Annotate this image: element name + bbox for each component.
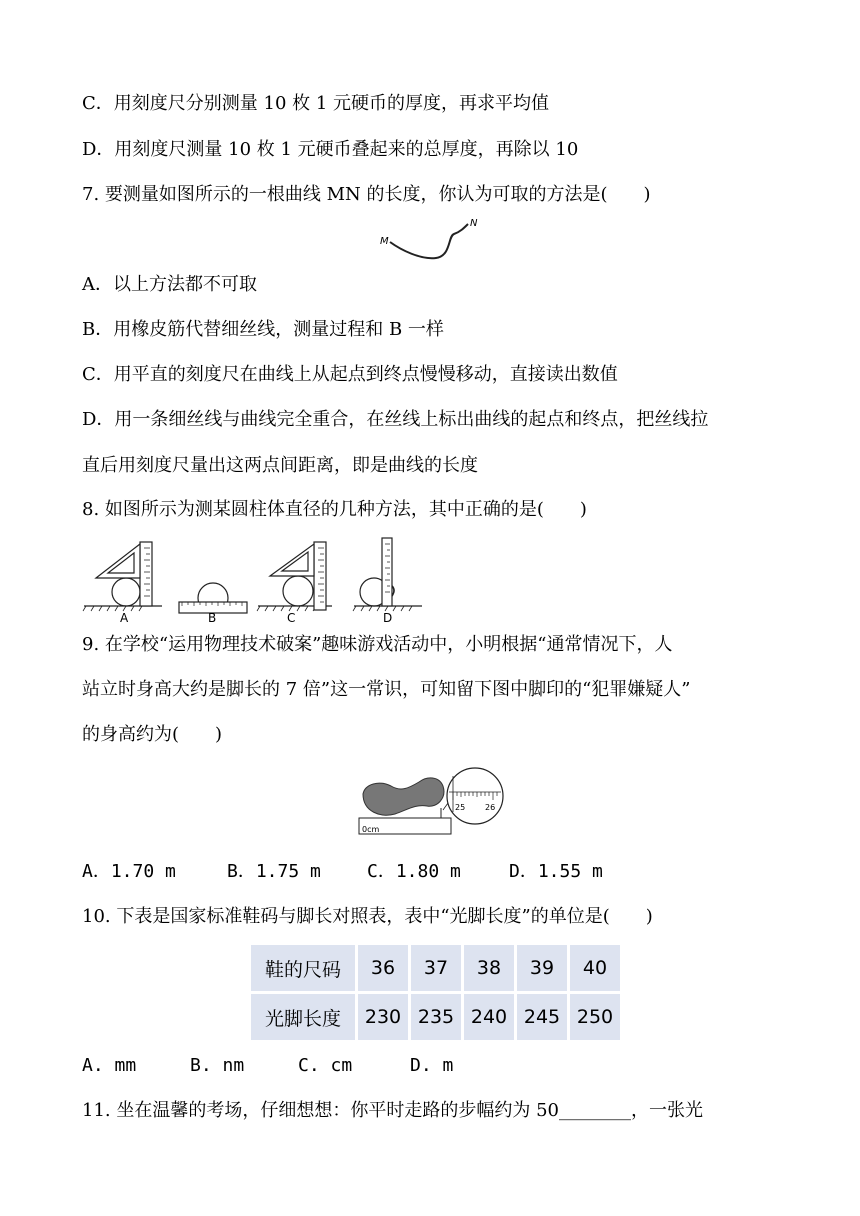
method-b-figure	[179, 583, 247, 613]
table-cell: 250	[570, 994, 620, 1040]
table-cell: 245	[517, 994, 567, 1040]
q7-option-d-line1: D．用一条细丝线与曲线完全重合，在丝线上标出曲线的起点和终点，把丝线拉	[82, 409, 709, 430]
q11-stem: 11. 坐在温馨的考场，仔细想想：你平时走路的步幅约为 50________，一张光	[82, 1100, 703, 1121]
q9-stem-line1: 9. 在学校“运用物理技术破案”趣味游戏活动中，小明根据“通常情况下，人	[82, 634, 673, 655]
label-a: A	[120, 611, 129, 625]
row-header-shoe-size: 鞋的尺码	[251, 945, 355, 991]
table-cell: 40	[570, 945, 620, 991]
table-cell: 230	[358, 994, 408, 1040]
q9-stem-line2: 站立时身高大约是脚长的 7 倍”这一常识，可知留下图中脚印的“犯罪嫌疑人”	[82, 679, 691, 700]
label-c: C	[287, 611, 296, 625]
q8-stem: 8. 如图所示为测某圆柱体直径的几种方法，其中正确的是( )	[82, 499, 587, 520]
q10-option-d: D. m	[410, 1055, 454, 1076]
q7-curve-figure	[376, 214, 486, 266]
tick-26: 26	[485, 803, 496, 812]
q7-option-c: C．用平直的刻度尺在曲线上从起点到终点慢慢移动，直接读出数值	[82, 364, 618, 385]
q10-option-c: C. cm	[298, 1055, 353, 1076]
method-a-figure	[83, 542, 162, 611]
table-cell: 38	[464, 945, 514, 991]
q9-option-c: C．1.80 m	[367, 861, 461, 882]
q6-option-c: C．用刻度尺分别测量 10 枚 1 元硬币的厚度，再求平均值	[82, 93, 550, 114]
table-cell: 240	[464, 994, 514, 1040]
q9-option-d: D．1.55 m	[509, 861, 603, 882]
method-c-figure	[257, 542, 332, 611]
q9-option-b: B．1.75 m	[227, 861, 321, 882]
q9-option-a: A．1.70 m	[82, 861, 176, 882]
q7-option-d-line2: 直后用刻度尺量出这两点间距离，即是曲线的长度	[82, 455, 478, 476]
q6-option-d: D．用刻度尺测量 10 枚 1 元硬币叠起来的总厚度，再除以 10	[82, 139, 579, 160]
row-header-foot-length: 光脚长度	[251, 994, 355, 1040]
table-cell: 235	[411, 994, 461, 1040]
shoe-size-table	[248, 942, 623, 1043]
q7-stem: 7. 要测量如图所示的一根曲线 MN 的长度，你认为可取的方法是( )	[82, 184, 651, 205]
table-cell: 39	[517, 945, 567, 991]
label-n: N	[470, 218, 478, 229]
method-d-figure	[353, 538, 422, 611]
ruler-zero-label: 0cm	[362, 825, 380, 834]
q8-methods-figure	[82, 536, 427, 626]
table-row	[251, 945, 620, 991]
label-m: M	[380, 236, 389, 247]
q10-stem: 10. 下表是国家标准鞋码与脚长对照表，表中“光脚长度”的单位是( )	[82, 906, 653, 927]
table-row	[251, 994, 620, 1040]
q10-options	[82, 1054, 453, 1078]
q10-option-a: A. mm	[82, 1055, 137, 1076]
q9-footprint-figure	[357, 766, 507, 838]
q7-option-a: A．以上方法都不可取	[82, 274, 257, 295]
q10-option-b: B. nm	[190, 1055, 245, 1076]
q9-options	[82, 860, 603, 884]
label-b: B	[208, 611, 217, 625]
label-d: D	[383, 611, 393, 625]
table-cell: 37	[411, 945, 461, 991]
table-cell: 36	[358, 945, 408, 991]
q7-option-b: B．用橡皮筋代替细丝线，测量过程和 B 一样	[82, 319, 444, 340]
q9-stem-line3: 的身高约为( )	[82, 724, 223, 745]
tick-25: 25	[455, 803, 466, 812]
